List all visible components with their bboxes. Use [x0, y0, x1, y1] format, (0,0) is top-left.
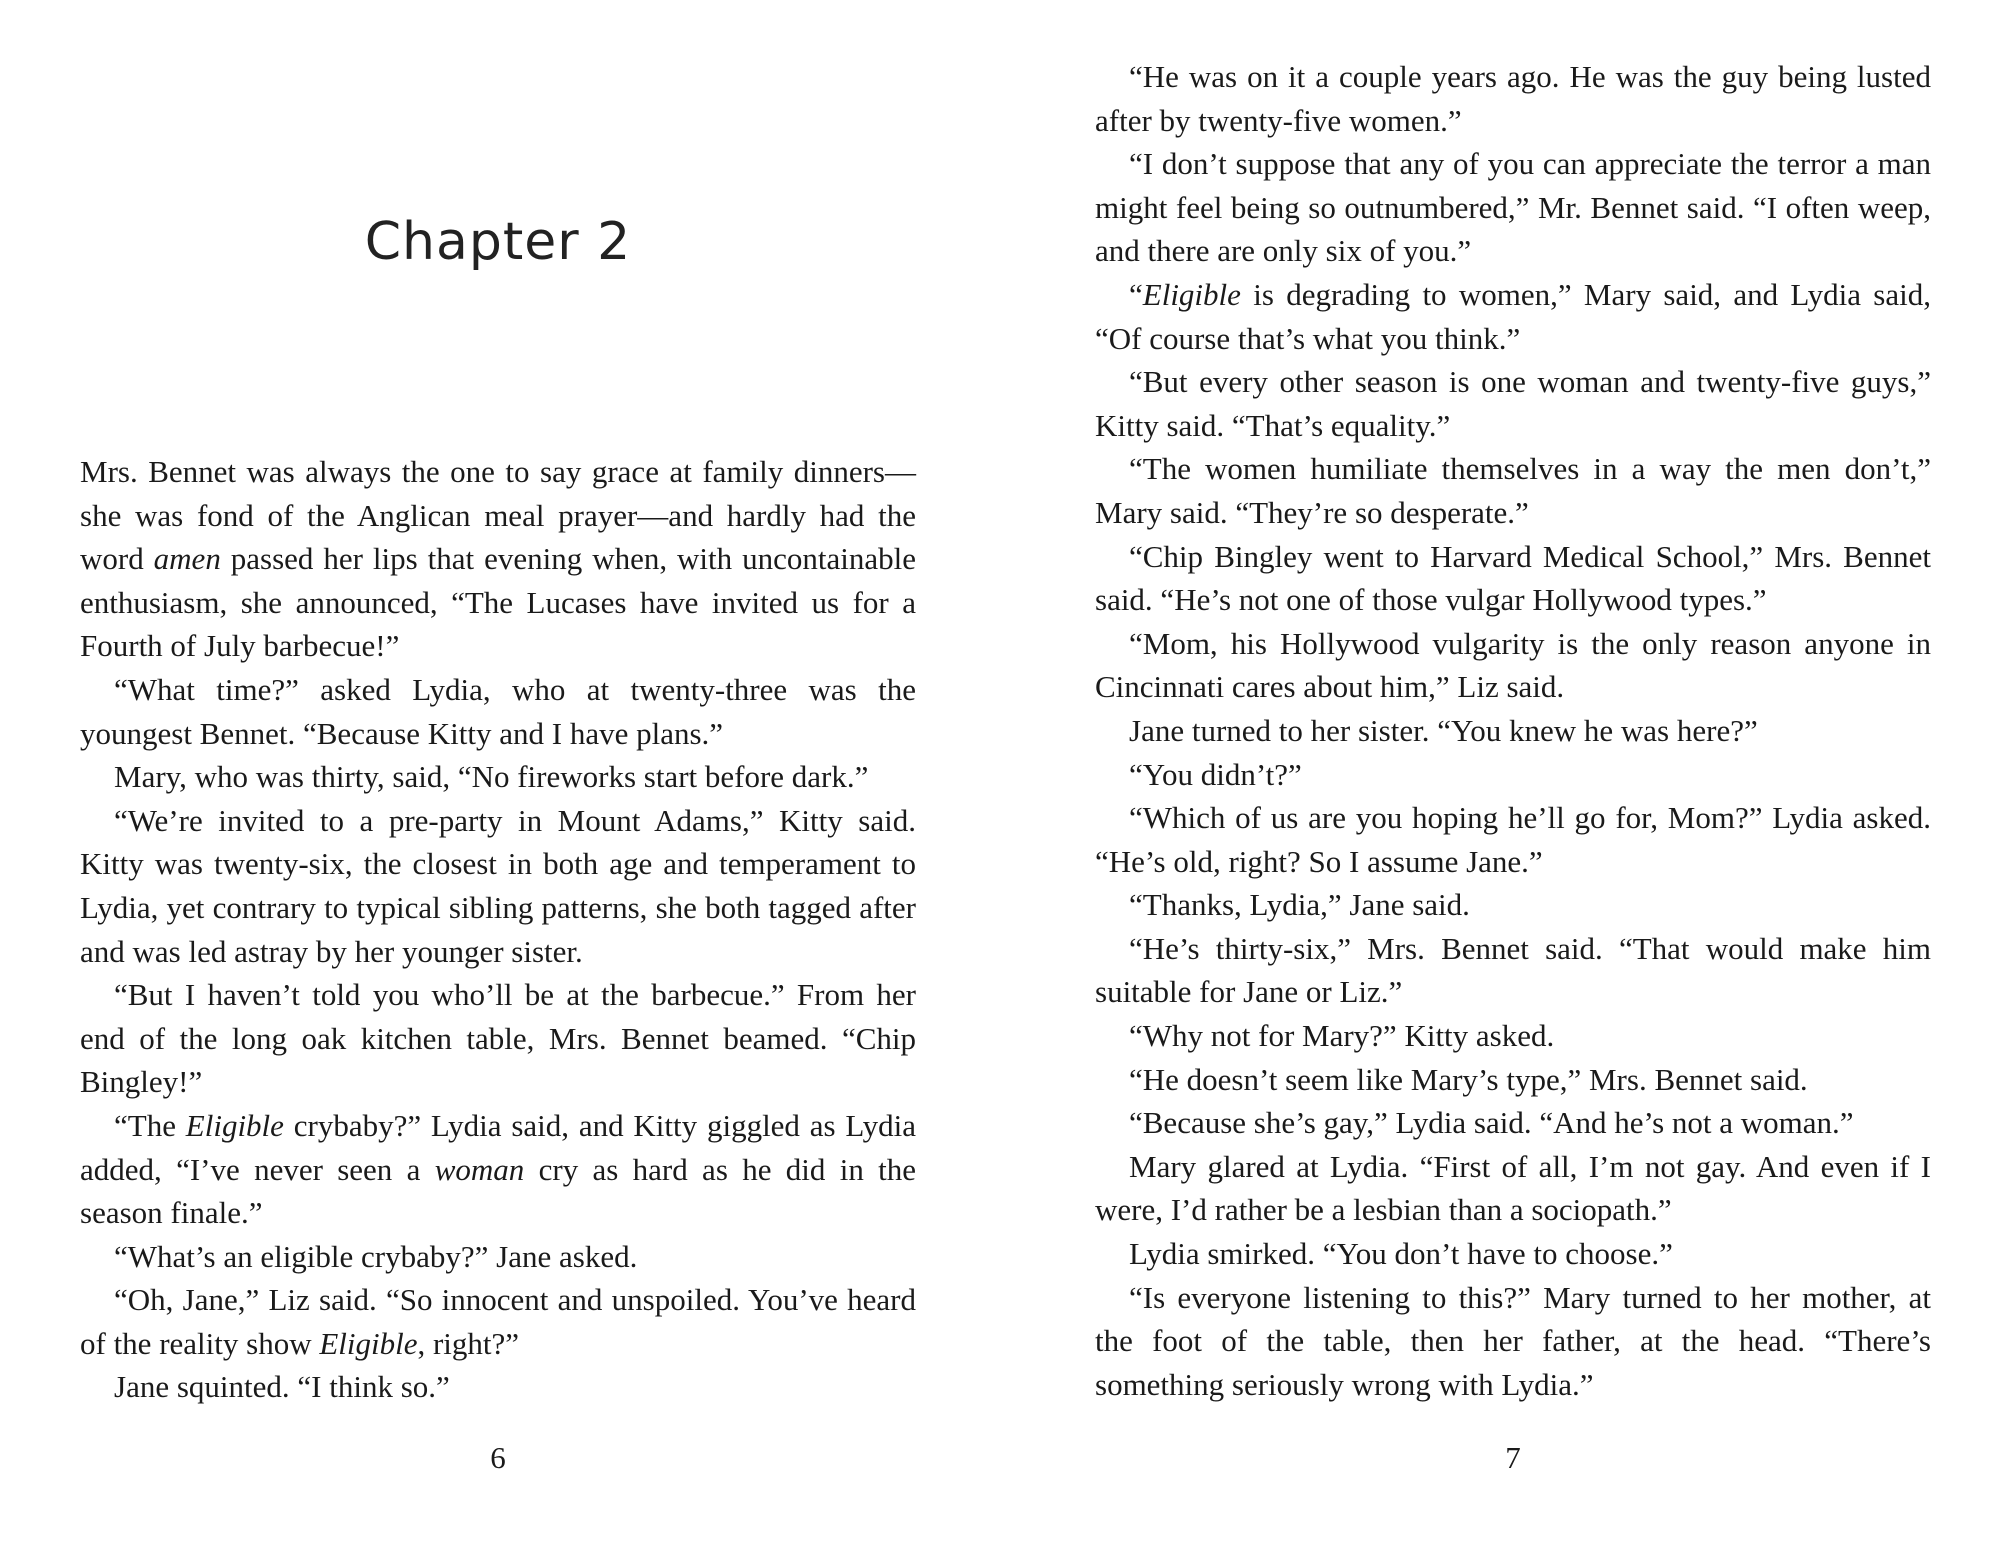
italic-emphasis: woman [434, 1151, 525, 1187]
right-page [1095, 0, 1931, 1566]
paragraph [1095, 273, 1931, 360]
page-number-right: 7 [1505, 1440, 1521, 1475]
paragraph: Jane squinted. “I think so.” [114, 1369, 450, 1405]
paragraph: “Mom, his Hollywood vulgarity is the only reason anyone in Cincinnati cares about him,” Liz said. [1095, 625, 1931, 705]
paragraph: “What’s an eligible crybaby?” Jane asked. [114, 1238, 638, 1274]
italic-emphasis: Eligible [185, 1107, 284, 1143]
paragraph: Jane turned to her sister. “You knew he was here?” [1129, 712, 1758, 748]
paragraph: Lydia smirked. “You don’t have to choose.” [1129, 1236, 1673, 1272]
paragraph: “You didn’t?” [1129, 756, 1302, 792]
text-segment: “Oh, Jane,” Liz said. “So innocent and unspoiled. You’ve heard of the reality show [80, 1282, 916, 1361]
text-segment: “ [1129, 276, 1143, 312]
paragraph: “Which of us are you hoping he’ll go for, Mom?” Lydia asked. “He’s old, right? So I assume Jane.” [1095, 800, 1931, 879]
paragraph: “Why not for Mary?” Kitty asked. [1129, 1018, 1555, 1054]
paragraph: “He’s thirty-six,” Mrs. Bennet said. “That would make him suitable for Jane or Liz.” [1095, 930, 1931, 1010]
paragraph: “Because she’s gay,” Lydia said. “And he’s not a woman.” [1129, 1105, 1854, 1141]
paragraph: “Chip Bingley went to Harvard Medical School,” Mrs. Bennet said. “He’s not one of those vulgar Hollywood types.” [1095, 538, 1931, 618]
text-segment: , right?” [417, 1325, 520, 1361]
paragraph: “The women humiliate themselves in a way the men don’t,” Mary said. “They’re so desperate.” [1095, 451, 1931, 530]
paragraph: “Is everyone listening to this?” Mary turned to her mother, at the foot of the table, then her father, at the head. “There’s something seriously wrong with Lydia.” [1095, 1279, 1931, 1402]
paragraph [80, 450, 916, 668]
right-page-body [1095, 55, 1931, 1406]
paragraph [80, 1278, 916, 1365]
paragraph: “What time?” asked Lydia, who at twenty-three was the youngest Bennet. “Because Kitty and I have plans.” [80, 671, 916, 751]
paragraph: “But every other season is one woman and twenty-five guys,” Kitty said. “That’s equality.” [1095, 364, 1931, 443]
paragraph: “Thanks, Lydia,” Jane said. [1129, 887, 1470, 923]
paragraph: “But I haven’t told you who’ll be at the barbecue.” From her end of the long oak kitchen table, Mrs. Bennet beamed. “Chip Bingley!” [80, 977, 916, 1100]
paragraph [80, 1104, 916, 1235]
text-segment: is degrading to women,” Mary said, and Lydia said, “Of course that’s what you think.” [1095, 276, 1931, 356]
italic-emphasis: Eligible [1142, 276, 1241, 312]
left-page-body [80, 450, 916, 1409]
left-page [80, 0, 916, 1566]
text-segment: crybaby?” Lydia said, and Kitty giggled as Lydia added, “I’ve never seen a [80, 1107, 916, 1187]
text-segment: passed her lips that evening when, with uncontainable enthusiasm, she announced, “The Lucases have invited us for a Fourth of July barbecue!” [80, 541, 916, 664]
paragraph: Mary glared at Lydia. “First of all, I’m not gay. And even if I were, I’d rather be a lesbian than a sociopath.” [1095, 1148, 1931, 1228]
italic-emphasis: Eligible [319, 1325, 418, 1361]
paragraph: “He was on it a couple years ago. He was the guy being lusted after by twenty-five women.” [1095, 59, 1931, 138]
text-segment: Mrs. Bennet was always the one to say grace at family dinners—she was fond of the Anglican meal prayer—and hardly had the word [80, 454, 916, 577]
paragraph: “We’re invited to a pre-party in Mount Adams,” Kitty said. Kitty was twenty-six, the closest in both age and temperament to Lydia, yet contrary to typical sibling patterns, she both tagged after and was led astray by her younger sister. [80, 802, 916, 969]
page-number-left: 6 [490, 1440, 506, 1475]
text-segment: “The [114, 1107, 186, 1143]
chapter-title: Chapter 2 [364, 212, 632, 272]
italic-emphasis: amen [153, 541, 221, 577]
paragraph: Mary, who was thirty, said, “No fireworks start before dark.” [114, 759, 869, 795]
paragraph: “I don’t suppose that any of you can appreciate the terror a man might feel being so outnumbered,” Mr. Bennet said. “I often weep, and there are only six of you.” [1095, 146, 1931, 269]
text-segment: cry as hard as he did in the season finale.” [80, 1151, 917, 1231]
paragraph: “He doesn’t seem like Mary’s type,” Mrs. Bennet said. [1129, 1061, 1808, 1097]
